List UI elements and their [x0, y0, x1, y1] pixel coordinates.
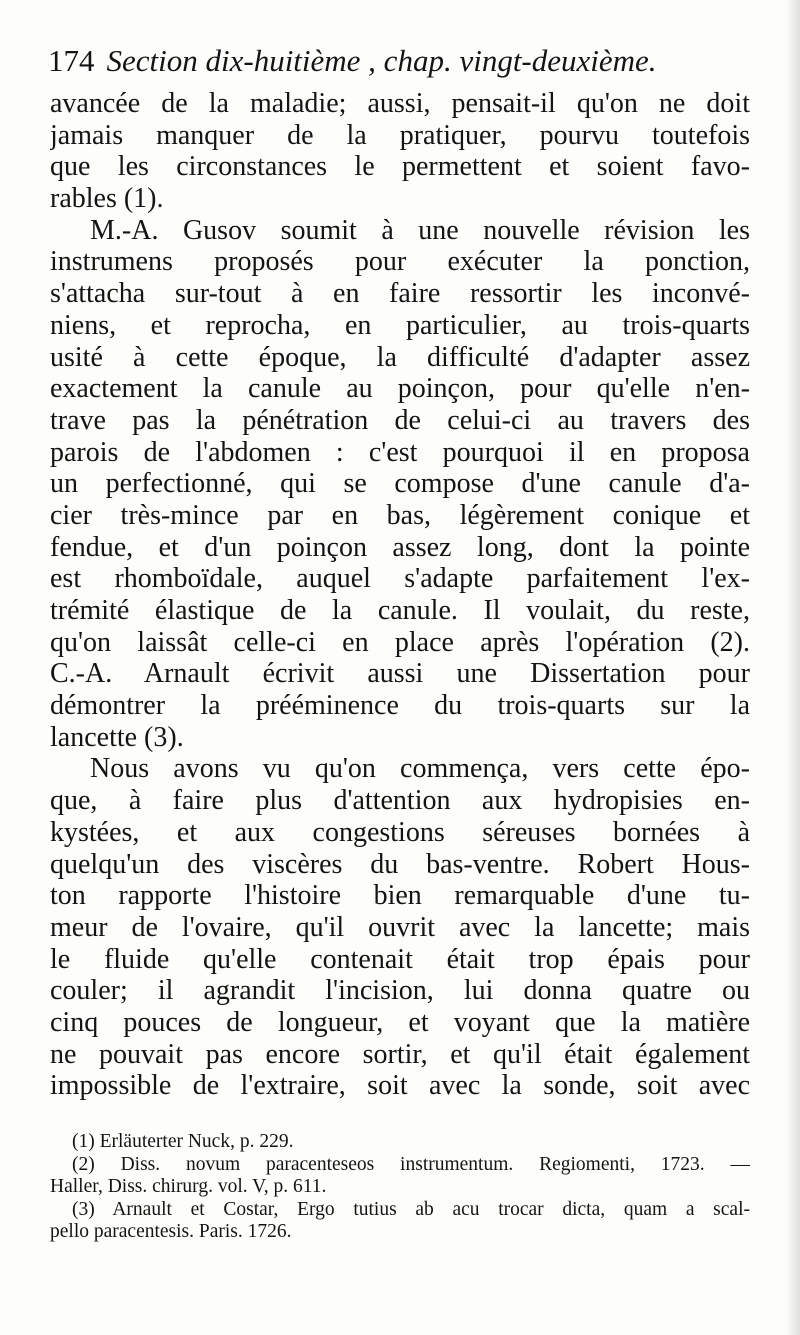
text-line: parois de l'abdomen : c'est pourquoi il en proposa	[50, 436, 750, 468]
text-line: trémité élastique de la canule. Il voulait, du reste,	[50, 595, 750, 626]
text-line: ne pouvait pas encore sortir, et qu'il était également	[50, 1038, 750, 1070]
text-line: meur de l'ovaire, qu'il ouvrit avec la lancette; mais	[50, 911, 750, 943]
footnote-2-continued: Haller, Diss. chirurg. vol. V, p. 611.	[50, 1176, 327, 1197]
text-line: quelqu'un des viscères du bas-ventre. Robert Hous-	[50, 848, 750, 880]
text-line: que les circonstances le permettent et soient favo-	[50, 151, 750, 183]
text-line: avancée de la maladie; aussi, pensait-il qu'on ne doit	[50, 88, 750, 119]
text-line: s'attacha sur-tout à en faire ressortir les inconvé-	[50, 278, 750, 310]
footnote-3-continued: pello paracentesis. Paris. 1726.	[50, 1221, 292, 1242]
text-line: couler; il agrandit l'incision, lui donna quatre ou	[50, 975, 750, 1007]
text-line: Nous avons vu qu'on commença, vers cette épo-	[90, 753, 750, 785]
text-line: exactement la canule au poinçon, pour qu'elle n'en-	[50, 373, 750, 405]
body-text	[50, 88, 750, 1102]
footnote-2: (2) Diss. novum paracenteseos instrumentum. Regiomenti, 1723. —	[72, 1153, 750, 1175]
text-line: que, à faire plus d'attention aux hydropisies en-	[50, 785, 750, 817]
text-line: jamais manquer de la pratiquer, pourvu toutefois	[50, 119, 750, 151]
text-line: démontrer la prééminence du trois-quarts sur la	[50, 690, 750, 722]
page-edge-shadow	[786, 0, 800, 1335]
footnote-1: (1) Erläuterter Nuck, p. 229.	[72, 1131, 294, 1152]
text-line: un perfectionné, qui se compose d'une canule d'a-	[50, 468, 750, 500]
text-line: est rhomboïdale, auquel s'adapte parfaitement l'ex-	[50, 563, 750, 595]
text-line: C.-A. Arnault écrivit aussi une Dissertation pour	[50, 658, 750, 690]
text-line: usité à cette époque, la difficulté d'adapter assez	[50, 341, 750, 373]
text-line: fendue, et d'un poinçon assez long, dont la pointe	[50, 531, 750, 563]
text-line: kystées, et aux congestions séreuses bornées à	[50, 816, 750, 848]
text-line: M.-A. Gusov soumit à une nouvelle révision les	[90, 214, 750, 246]
footnote-3: (3) Arnault et Costar, Ergo tutius ab acu trocar dicta, quam a scal-	[72, 1198, 750, 1220]
text-line: qu'on laissât celle-ci en place après l'opération (2).	[50, 626, 750, 658]
text-line: rables (1).	[50, 183, 164, 215]
text-line: le fluide qu'elle contenait était trop épais pour	[50, 943, 750, 975]
text-line: impossible de l'extraire, soit avec la sonde, soit avec	[50, 1070, 750, 1102]
text-line: instrumens proposés pour exécuter la ponction,	[50, 246, 750, 278]
text-line: niens, et reprocha, en particulier, au trois-quarts	[50, 309, 750, 341]
page-number: 174	[48, 43, 95, 78]
text-line: ton rapporte l'histoire bien remarquable d'une tu-	[50, 880, 750, 912]
running-title: Section dix-huitième , chap. vingt-deuxième.	[106, 43, 657, 78]
text-line: trave pas la pénétration de celui-ci au travers des	[50, 404, 750, 436]
footnotes	[50, 1131, 750, 1244]
text-line: cier très-mince par en bas, légèrement conique et	[50, 499, 750, 531]
text-line: cinq pouces de longueur, et voyant que la matière	[50, 1006, 750, 1038]
page-header	[48, 36, 748, 86]
text-line: lancette (3).	[50, 721, 184, 753]
